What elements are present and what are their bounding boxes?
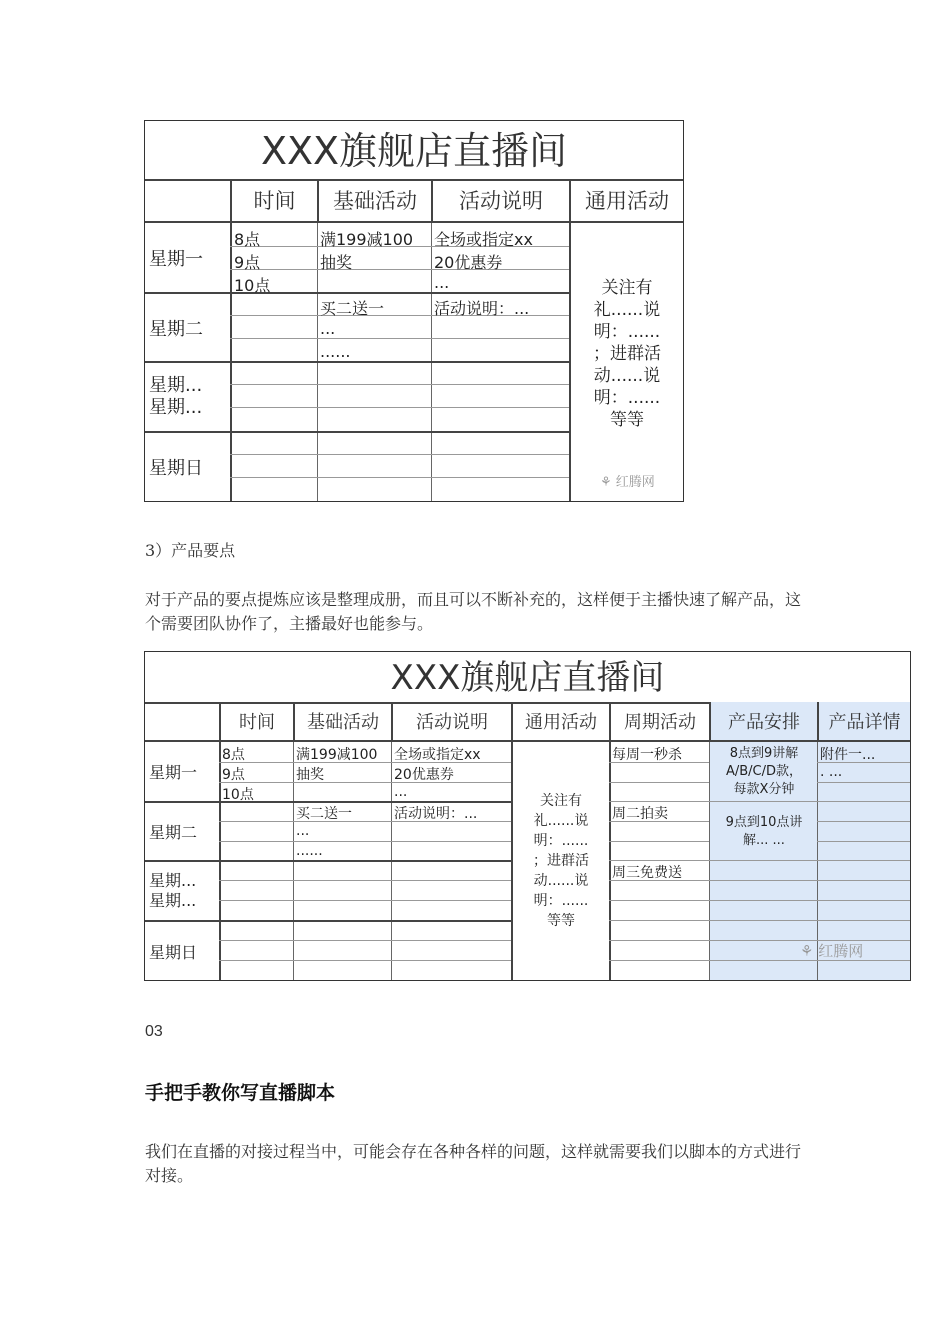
general-activity-text: 关注有 礼......说 明：...... ；进群活 动......说 明：...... 等等 (593, 278, 661, 430)
basic-activity-4: ... (320, 319, 336, 338)
general-activity-text: 关注有 礼......说 明：...... ；进群活 动......说 明：...... 等等 (533, 793, 589, 929)
day-tuesday: 星期二 (149, 823, 198, 842)
header-activity-desc: 活动说明 (391, 702, 511, 742)
header-basic-activity: 基础活动 (317, 179, 431, 223)
day-other: 星期... 星期... (149, 871, 197, 910)
header-general-activity: 通用活动 (569, 179, 683, 223)
time-10: 10点 (234, 276, 271, 295)
header-general-activity: 通用活动 (511, 702, 609, 742)
watermark-logo-icon: ⚘ (600, 475, 612, 490)
activity-desc-2: 20优惠券 (434, 253, 503, 272)
basic-activity-3: 买二送一 (296, 806, 352, 822)
basic-activity-5: ...... (296, 843, 323, 859)
activity-desc-1: 全场或指定xx (434, 230, 533, 249)
watermark-logo-icon: ⚘ (800, 942, 814, 960)
watermark-text: 红腾网 (615, 475, 655, 490)
activity-desc-4: 活动说明：... (434, 299, 530, 318)
header-periodic-activity: 周期活动 (609, 702, 709, 742)
day-tuesday: 星期二 (149, 318, 203, 340)
product-detail-2: . ... (820, 764, 843, 780)
header-activity-desc: 活动说明 (431, 179, 569, 223)
activity-desc-3: ... (434, 273, 450, 292)
watermark (600, 471, 655, 490)
day-monday: 星期一 (149, 763, 198, 782)
periodic-activity-3: 周三免费送 (612, 865, 682, 881)
activity-desc-3: ... (394, 784, 408, 800)
section-03-number: 03 (145, 1023, 163, 1040)
activity-desc-1: 全场或指定xx (394, 747, 481, 763)
schedule-table-2 (144, 651, 911, 981)
basic-activity-3: 买二送一 (320, 299, 385, 318)
watermark-text: 红腾网 (818, 942, 864, 960)
periodic-activity-2: 周二拍卖 (612, 806, 668, 822)
table-title: XXX旗舰店直播间 (145, 121, 683, 181)
activity-desc-4: 活动说明：... (394, 806, 478, 822)
basic-activity-4: ... (296, 823, 310, 839)
product-arrangement-2: 9点到10点讲 解... ... (725, 814, 803, 848)
basic-activity-2: 抽奖 (296, 767, 324, 783)
section-3-text: 对于产品的要点提炼应该是整理成册，而且可以不断补充的，这样便于主播快速了解产品，这个需要团队协作了，主播最好也能参与。 (145, 590, 802, 633)
time-9: 9点 (234, 253, 261, 272)
basic-activity-1: 满199减100 (296, 747, 378, 763)
table-title: XXX旗舰店直播间 (145, 652, 910, 704)
product-detail-1: 附件一... (820, 747, 876, 763)
watermark (800, 940, 863, 961)
day-sunday: 星期日 (149, 942, 198, 962)
header-time: 时间 (219, 702, 293, 742)
section-3-label: 3）产品要点 (145, 541, 236, 560)
schedule-table-1 (144, 120, 684, 502)
basic-activity-1: 满199减100 (320, 230, 414, 249)
header-basic-activity: 基础活动 (293, 702, 391, 742)
section-03-text: 我们在直播的对接过程当中，可能会存在各种各样的问题，这样就需要我们以脚本的方式进行对接。 (145, 1142, 802, 1185)
product-arrangement-1: 8点到9讲解 A/B/C/D款， 每款X分钟 (725, 745, 803, 797)
periodic-activity-1: 每周一秒杀 (612, 747, 682, 763)
section-03-title: 手把手教你写直播脚本 (145, 1082, 336, 1104)
basic-activity-5: ...... (320, 342, 351, 361)
day-sunday: 星期日 (149, 458, 203, 479)
day-other: 星期... 星期... (149, 375, 203, 418)
day-monday: 星期一 (149, 248, 203, 270)
time-8: 8点 (234, 230, 261, 249)
time-8: 8点 (222, 747, 245, 763)
header-product-details: 产品详情 (817, 702, 910, 742)
time-10: 10点 (222, 787, 254, 803)
header-product-arrangement: 产品安排 (709, 702, 817, 742)
time-9: 9点 (222, 767, 245, 783)
header-time: 时间 (230, 179, 317, 223)
activity-desc-2: 20优惠券 (394, 767, 454, 783)
basic-activity-2: 抽奖 (320, 253, 353, 272)
